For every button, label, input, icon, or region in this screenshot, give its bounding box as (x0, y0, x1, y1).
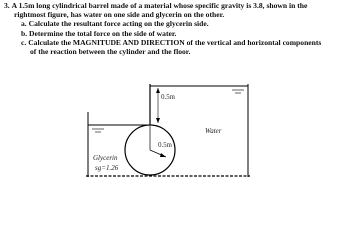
part-c-continuation: of the reaction between the cylinder and the floor. (30, 47, 191, 57)
radius-dimension-label: 0.5m (158, 142, 172, 149)
water-label: Water (205, 127, 222, 135)
part-a: a. Calculate the resultant force acting on the glycerin side. (21, 19, 209, 29)
part-b: b. Determine the total force on the side of water. (21, 28, 177, 38)
problem-stem-line1: A 1.5m long cylindrical barrel made of a material whose specific gravity is 3.8, shown in the (11, 1, 308, 10)
part-c: c. Calculate the MAGNITUDE AND DIRECTION of the vertical and horizontal components (21, 37, 322, 47)
glycerin-sg-label: sg=1.26 (95, 164, 119, 172)
top-dimension-label: 0.5m (161, 94, 175, 101)
glycerin-label: Glycerin (93, 154, 118, 162)
problem-stem-line2: rightmost figure, has water on one side and glycerin on the other. (14, 10, 225, 20)
problem-number: 3. (4, 1, 10, 10)
